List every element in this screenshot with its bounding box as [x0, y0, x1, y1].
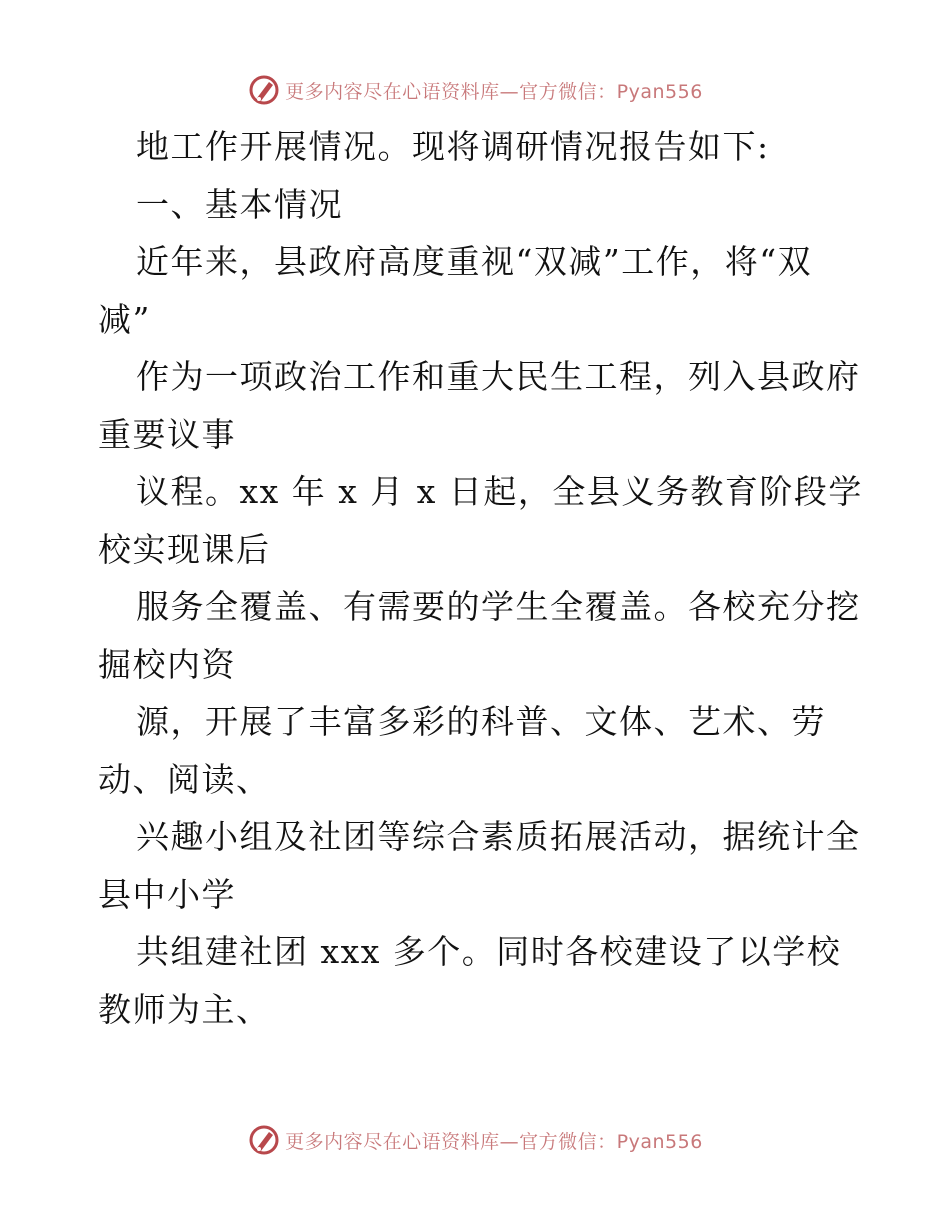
- body-line: 共组建社团 xxx 多个。同时各校建设了以学校: [136, 932, 842, 971]
- footer-watermark: [0, 1120, 950, 1160]
- body-line: 源，开展了丰富多彩的科普、文体、艺术、劳: [136, 702, 826, 741]
- document-body: [98, 118, 863, 1038]
- body-line: 校实现课后: [98, 529, 271, 569]
- red-pen-circle-logo-icon: [247, 73, 281, 107]
- body-line: 地工作开展情况。现将调研情况报告如下:: [136, 127, 770, 166]
- body-line: 议程。xx 年 x 月 x 日起，全县义务教育阶段学: [136, 472, 863, 511]
- body-line: 县中小学: [98, 874, 236, 914]
- body-line: 近年来，县政府高度重视“双减”工作，将“双: [136, 242, 813, 281]
- body-line: 作为一项政治工作和重大民生工程，列入县政府: [136, 357, 861, 396]
- watermark-text: 更多内容尽在心语资料库—官方微信：Pyan556: [285, 1130, 703, 1153]
- body-line: 教师为主、: [98, 989, 271, 1029]
- section-heading: 一、基本情况: [136, 184, 343, 224]
- watermark-text: 更多内容尽在心语资料库—官方微信：Pyan556: [285, 80, 703, 103]
- body-line: 动、阅读、: [98, 759, 271, 799]
- body-line: 兴趣小组及社团等综合素质拓展活动，据统计全: [136, 817, 861, 856]
- header-watermark: [0, 70, 950, 110]
- body-line: 掘校内资: [98, 644, 236, 684]
- body-line: 服务全覆盖、有需要的学生全覆盖。各校充分挖: [136, 587, 861, 626]
- body-line: 减”: [98, 299, 151, 339]
- red-pen-circle-logo-icon: [247, 1123, 281, 1157]
- body-line: 重要议事: [98, 414, 236, 454]
